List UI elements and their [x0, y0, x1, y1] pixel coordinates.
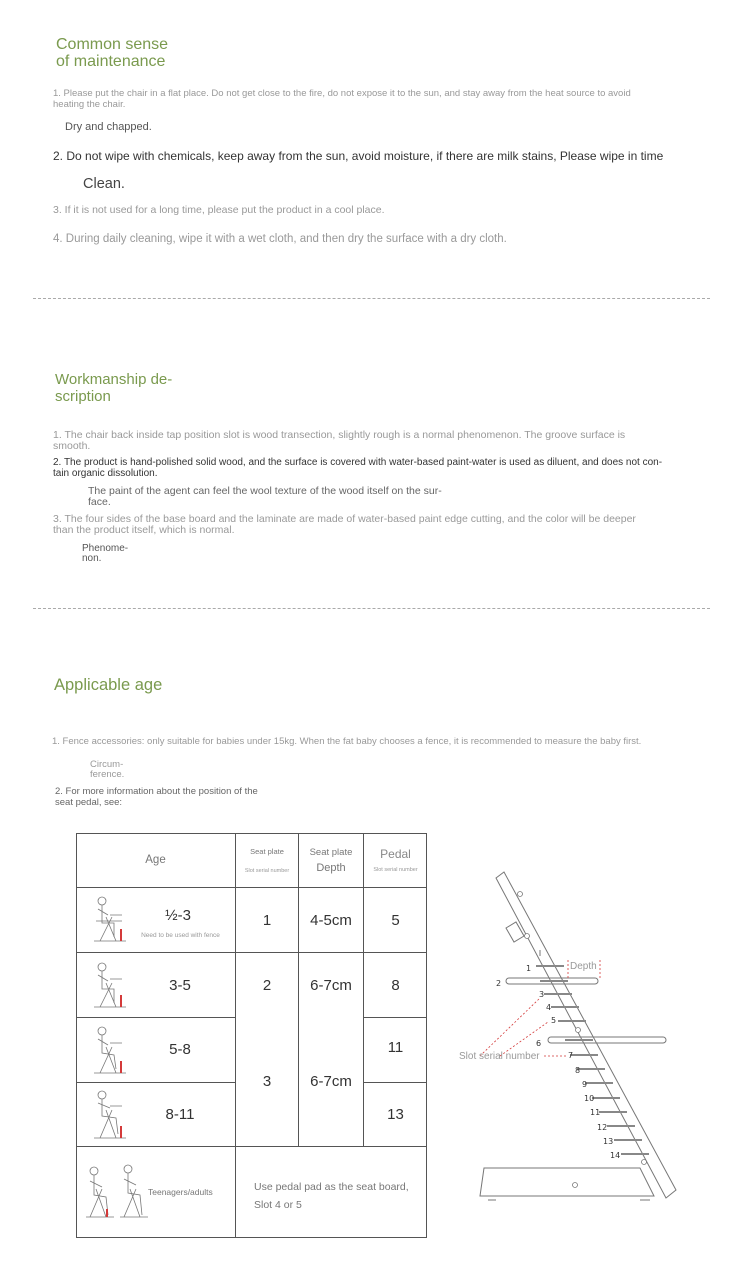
age-line-1: 1. Fence accessories: only suitable for babies under 15kg. When the fat baby chooses a fence, it is recommended to measure the baby first. — [52, 736, 642, 747]
row-3-age: 5-8 — [169, 1040, 191, 1058]
row-1-depth: 4-5cm — [310, 911, 352, 929]
slot-number: 10 — [584, 1094, 595, 1103]
slot-number: 13 — [603, 1137, 614, 1146]
workmanship-line-3: 3. The four sides of the base board and the laminate are made of water-based paint edge cutting, and the color will be deeper than the product itself, which is normal. — [53, 513, 636, 536]
slot-number: 6 — [536, 1039, 542, 1048]
slot-number: 4 — [546, 1003, 552, 1012]
slot-number: 11 — [590, 1108, 601, 1117]
row-4-age: 8-11 — [165, 1106, 195, 1123]
section-divider — [33, 608, 710, 609]
maintenance-line-4: 4. During daily cleaning, wipe it with a wet cloth, and then dry the surface with a dry cloth. — [53, 233, 507, 245]
child-seated-icon — [92, 1023, 134, 1079]
age-line-2: 2. For more information about the position of the seat pedal, see: — [55, 786, 258, 808]
maintenance-line-1: 1. Please put the chair in a flat place. Do not get close to the fire, do not expose it to the sun, and stay away from the heat source to avoid heating the chair. — [53, 88, 631, 110]
slot-number: 9 — [582, 1080, 588, 1089]
slot-number: 1 — [526, 964, 532, 973]
teen-adult-icon — [84, 1163, 150, 1223]
row-2-seat: 2 — [262, 976, 272, 994]
header-seat-plate: Seat plate Slot serial number — [244, 846, 290, 874]
depth-label: Depth — [570, 961, 597, 972]
maintenance-line-3: 3. If it is not used for a long time, please put the product in a cool place. — [53, 204, 385, 216]
workmanship-line-2-cont: The paint of the agent can feel the wool texture of the wood itself on the sur- face. — [88, 485, 442, 508]
maintenance-line-2: 2. Do not wipe with chemicals, keep away from the sun, avoid moisture, if there are milk stains, Please wipe in time — [53, 149, 664, 163]
workmanship-line-1: 1. The chair back inside tap position slot is wood transection, slightly rough is a normal phenomenon. The groove surface is smooth. — [53, 429, 626, 452]
slot-number: 2 — [496, 979, 502, 988]
row-2-pedal: 8 — [391, 976, 400, 994]
row-1-pedal: 5 — [391, 911, 400, 929]
chair-slot-diagram — [440, 860, 700, 1210]
workmanship-line-2: 2. The product is hand-polished solid wood, and the surface is covered with water-based paint-water is used as diluent, and does not con- tain organic dissolution. — [53, 457, 663, 479]
row-2-age: 3-5 — [169, 976, 191, 994]
row-1-note: Need to be used with fence — [141, 931, 220, 939]
maintenance-line-1-cont: Dry and chapped. — [65, 121, 152, 133]
maintenance-line-2-cont: Clean. — [83, 176, 125, 192]
workmanship-line-3-cont: Phenome- non. — [82, 543, 129, 564]
slot-number: 14 — [610, 1151, 621, 1160]
slot-serial-label: Slot serial number — [459, 1051, 540, 1062]
child-with-fence-icon — [92, 893, 134, 949]
child-seated-icon — [92, 1088, 134, 1144]
header-age: Age — [145, 854, 166, 866]
workmanship-title: Workmanship de- scription — [55, 371, 173, 405]
slot-number: 3 — [539, 990, 545, 999]
slot-number: 8 — [575, 1066, 581, 1075]
header-depth: Seat plate Depth — [309, 846, 353, 874]
row-1-age: ½-3 — [165, 906, 191, 924]
teen-adult-label: Teenagers/adults — [148, 1187, 213, 1197]
header-pedal: Pedal Slot serial number — [373, 847, 418, 873]
age-title: Applicable age — [54, 676, 163, 694]
slot-number: 7 — [568, 1051, 574, 1060]
row-3-pedal: 11 — [387, 1039, 404, 1056]
teen-adult-instructions: Use pedal pad as the seat board, Slot 4 or 5 — [254, 1181, 409, 1211]
merged-depth: 6-7cm — [310, 1073, 352, 1090]
slot-number: 5 — [551, 1016, 557, 1025]
age-line-1-cont: Circum- ference. — [90, 759, 125, 780]
slot-number: 12 — [597, 1123, 608, 1132]
row-1-seat: 1 — [262, 911, 272, 929]
maintenance-title: Common sense of maintenance — [56, 36, 169, 70]
child-seated-icon — [92, 959, 134, 1015]
row-2-depth: 6-7cm — [310, 976, 352, 994]
seat-position-table — [76, 833, 427, 1238]
section-divider — [33, 298, 710, 299]
row-4-pedal: 13 — [387, 1106, 404, 1123]
merged-seat: 3 — [262, 1073, 272, 1090]
